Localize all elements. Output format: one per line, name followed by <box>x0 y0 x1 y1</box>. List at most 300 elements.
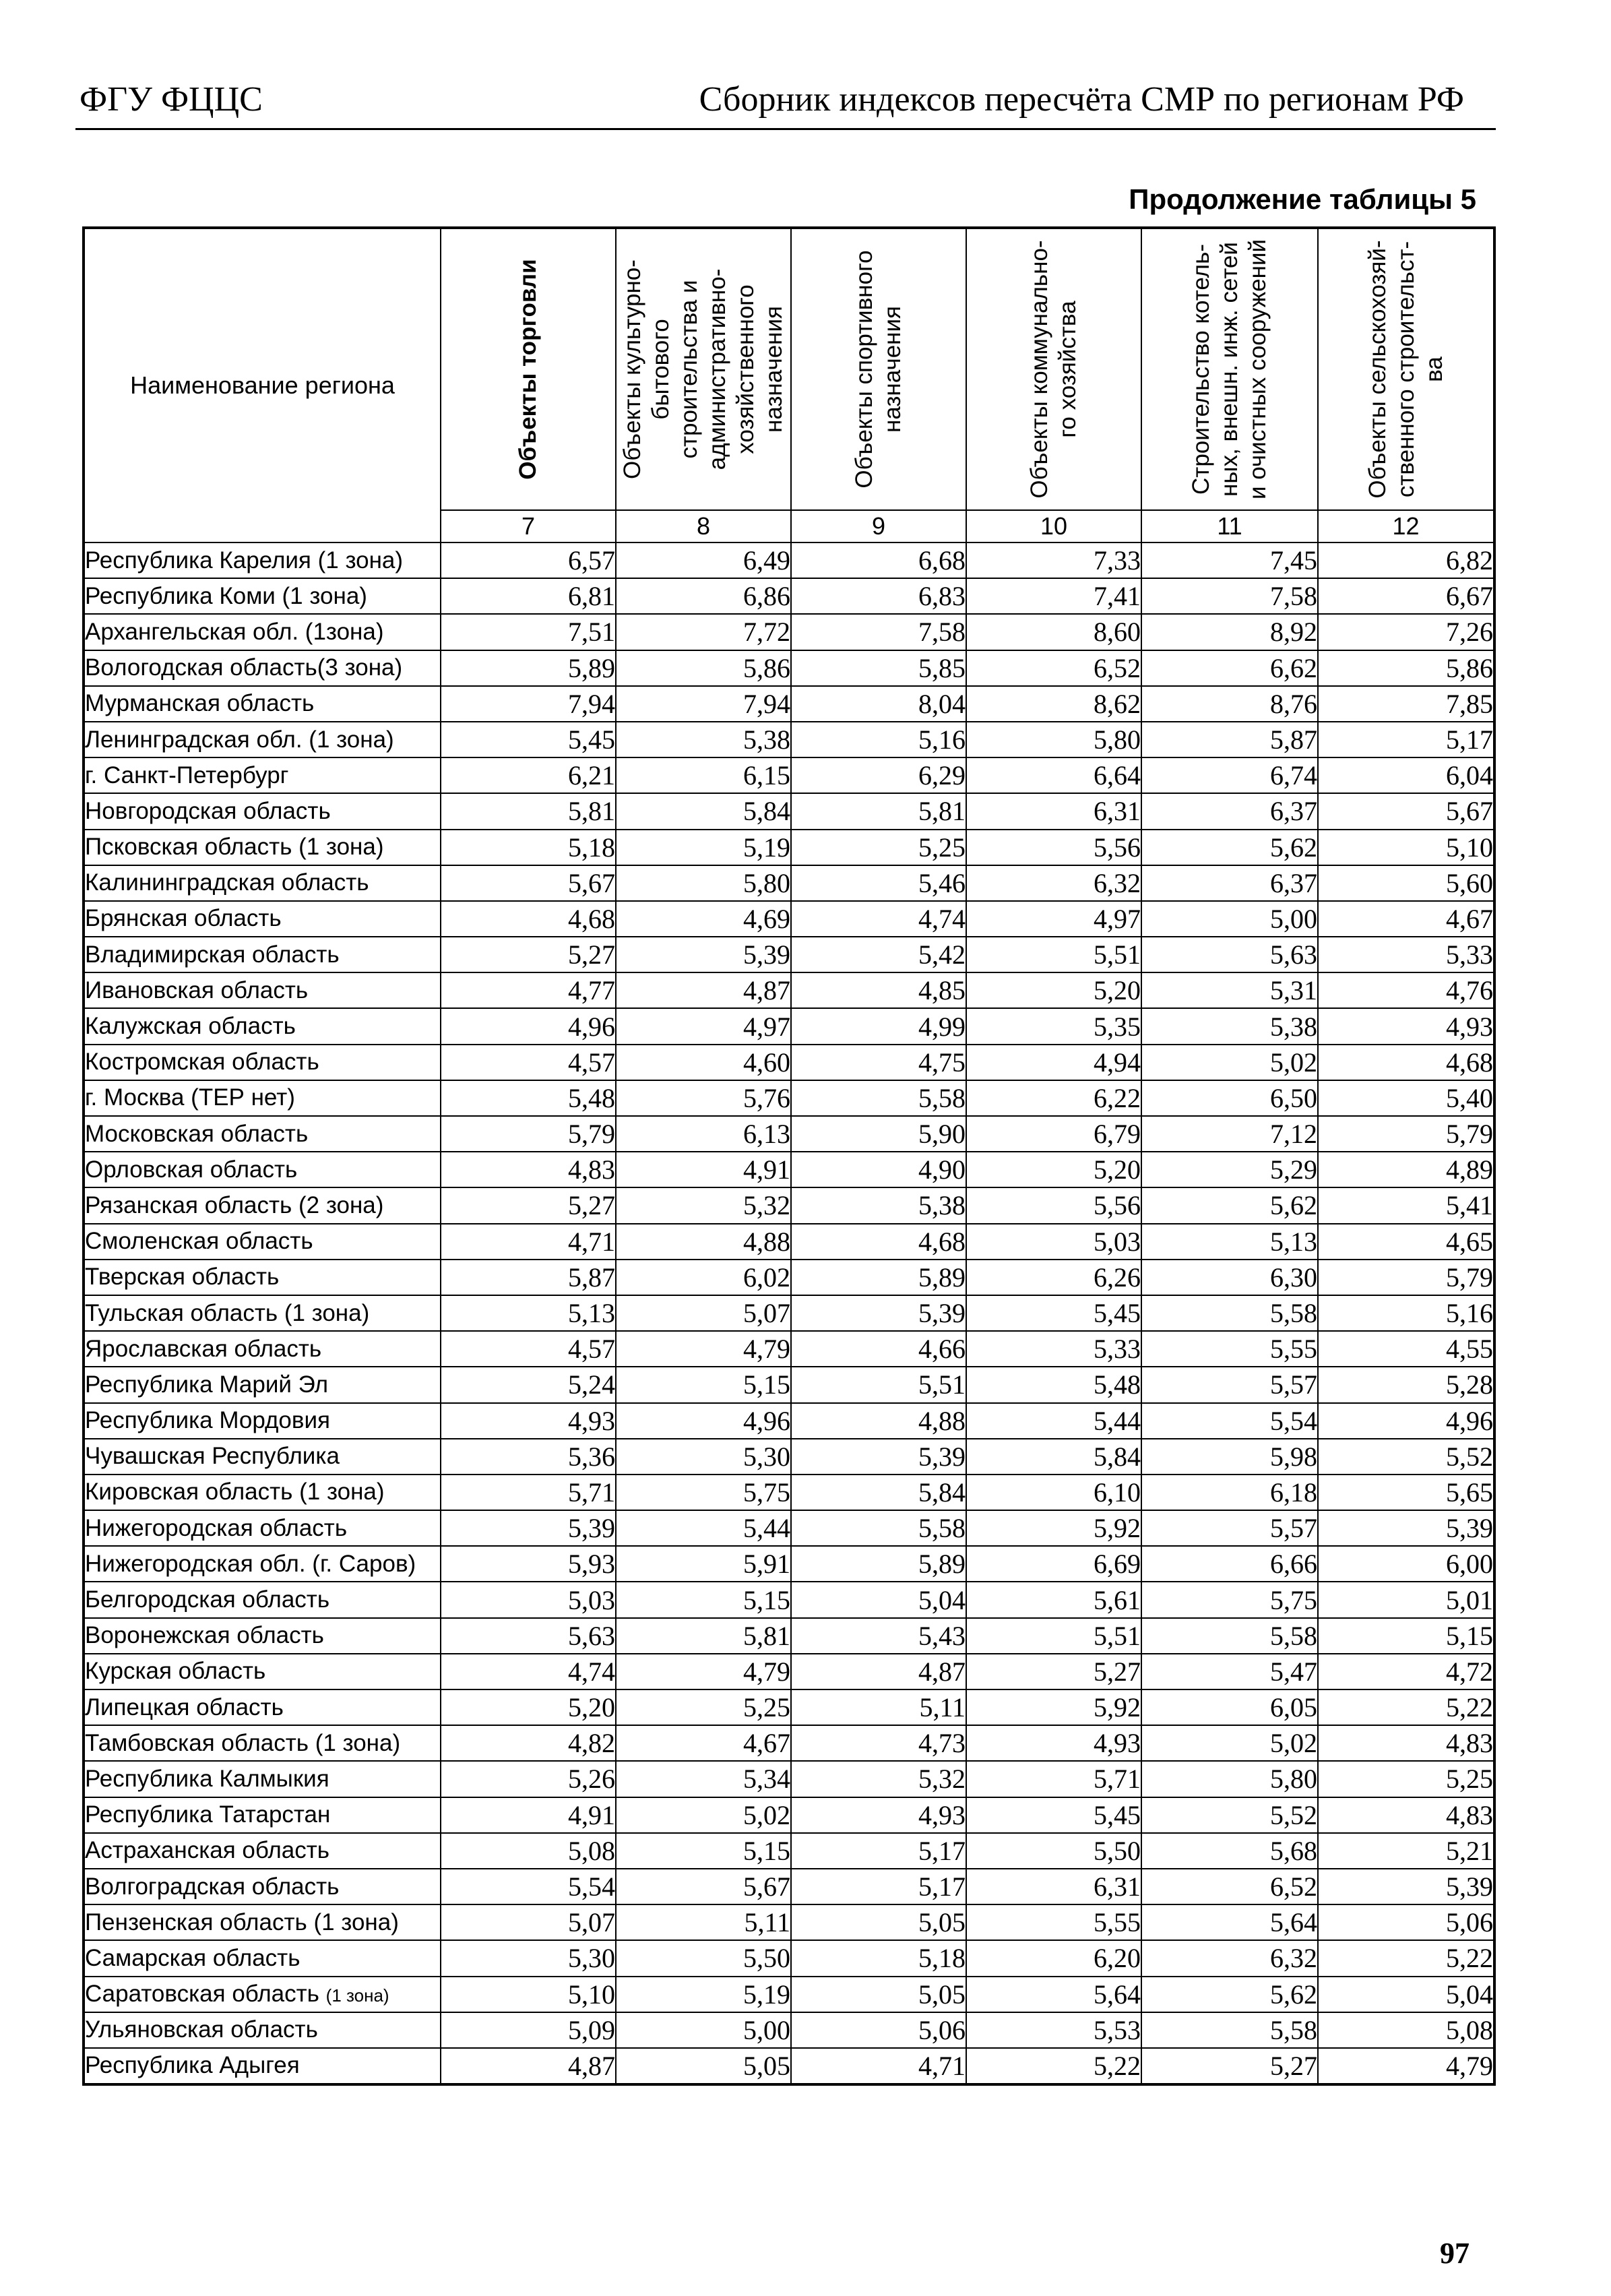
index-value-col-11: 7,58 <box>1141 578 1318 614</box>
index-value-col-7: 5,18 <box>441 830 616 865</box>
region-name-cell <box>84 2012 441 2048</box>
region-name-cell <box>84 650 441 686</box>
table-row <box>84 1546 1494 1582</box>
index-value-col-12: 5,79 <box>1318 1260 1494 1295</box>
index-value-col-11: 6,30 <box>1141 1260 1318 1295</box>
index-value-col-11: 7,12 <box>1141 1116 1318 1152</box>
region-name-cell <box>84 1904 441 1940</box>
index-value-col-11: 6,32 <box>1141 1940 1318 1976</box>
region-name: Калининградская область <box>85 869 369 896</box>
column-number: 12 <box>1318 510 1494 542</box>
table-continuation-caption: Продолжение таблицы 5 <box>1129 183 1476 215</box>
region-name-cell <box>84 1618 441 1654</box>
index-value-col-12: 5,33 <box>1318 937 1494 972</box>
index-value-col-8: 4,87 <box>616 972 791 1008</box>
index-value-col-10: 5,61 <box>966 1582 1141 1617</box>
table-row <box>84 1187 1494 1223</box>
index-value-col-8: 5,80 <box>616 865 791 901</box>
index-value-col-7: 4,74 <box>441 1654 616 1689</box>
region-name: Смоленская область <box>85 1228 313 1255</box>
column-header-10-label: Объекты коммунально-го хозяйства <box>1026 240 1081 499</box>
index-value-col-12: 5,01 <box>1318 1582 1494 1617</box>
index-value-col-11: 5,47 <box>1141 1654 1318 1689</box>
index-value-col-9: 8,04 <box>791 686 966 722</box>
index-value-col-11: 5,13 <box>1141 1224 1318 1260</box>
index-value-col-11: 5,52 <box>1141 1797 1318 1833</box>
index-value-col-9: 5,46 <box>791 865 966 901</box>
index-value-col-7: 5,26 <box>441 1761 616 1797</box>
index-value-col-12: 5,10 <box>1318 830 1494 865</box>
region-name-cell <box>84 1654 441 1689</box>
index-value-col-7: 4,91 <box>441 1797 616 1833</box>
index-value-col-10: 6,32 <box>966 865 1141 901</box>
index-value-col-11: 5,57 <box>1141 1367 1318 1402</box>
index-value-col-11: 5,02 <box>1141 1725 1318 1761</box>
index-value-col-8: 4,97 <box>616 1008 791 1044</box>
index-value-col-10: 5,33 <box>966 1331 1141 1367</box>
region-name-cell <box>84 865 441 901</box>
index-value-col-12: 4,65 <box>1318 1224 1494 1260</box>
index-value-col-7: 5,45 <box>441 722 616 757</box>
index-value-col-7: 5,89 <box>441 650 616 686</box>
region-name: Псковская область (1 зона) <box>85 834 384 861</box>
index-value-col-10: 8,62 <box>966 686 1141 722</box>
index-value-col-8: 5,05 <box>616 2048 791 2084</box>
region-name: Республика Карелия (1 зона) <box>85 547 404 573</box>
index-value-col-12: 5,60 <box>1318 865 1494 901</box>
index-value-col-12: 4,83 <box>1318 1797 1494 1833</box>
index-value-col-9: 5,84 <box>791 1475 966 1510</box>
index-value-col-10: 5,45 <box>966 1295 1141 1331</box>
column-header-row <box>84 228 1494 510</box>
index-value-col-11: 5,38 <box>1141 1008 1318 1044</box>
region-name-cell <box>84 1045 441 1080</box>
index-value-col-7: 4,82 <box>441 1725 616 1761</box>
region-name-cell <box>84 686 441 722</box>
index-value-col-7: 5,24 <box>441 1367 616 1402</box>
index-value-col-8: 5,19 <box>616 830 791 865</box>
index-value-col-7: 5,27 <box>441 937 616 972</box>
region-name: Новгородская область <box>85 797 331 824</box>
index-value-col-7: 5,71 <box>441 1475 616 1510</box>
index-value-col-12: 4,96 <box>1318 1403 1494 1439</box>
region-name: Белгородская область <box>85 1586 330 1613</box>
index-value-col-12: 6,67 <box>1318 578 1494 614</box>
index-value-col-8: 4,91 <box>616 1152 791 1187</box>
index-value-col-10: 6,31 <box>966 793 1141 829</box>
table-row <box>84 1869 1494 1904</box>
region-name: Нижегородская область <box>85 1514 348 1541</box>
region-name-cell <box>84 972 441 1008</box>
region-name-cell <box>84 830 441 865</box>
index-value-col-11: 5,68 <box>1141 1833 1318 1869</box>
index-value-col-10: 6,69 <box>966 1546 1141 1582</box>
index-value-col-12: 5,16 <box>1318 1295 1494 1331</box>
index-value-col-9: 4,71 <box>791 2048 966 2084</box>
index-value-col-9: 5,05 <box>791 1977 966 2012</box>
table-row <box>84 1331 1494 1367</box>
index-value-col-12: 5,21 <box>1318 1833 1494 1869</box>
table-row <box>84 1582 1494 1617</box>
index-value-col-11: 6,05 <box>1141 1689 1318 1725</box>
region-name-cell <box>84 1008 441 1044</box>
index-value-col-11: 6,37 <box>1141 865 1318 901</box>
index-value-col-9: 5,58 <box>791 1080 966 1116</box>
index-value-col-12: 5,39 <box>1318 1510 1494 1546</box>
index-value-col-7: 4,93 <box>441 1403 616 1439</box>
column-header-9 <box>791 228 966 510</box>
index-value-col-7: 4,96 <box>441 1008 616 1044</box>
index-value-col-10: 5,51 <box>966 1618 1141 1654</box>
index-value-col-12: 5,04 <box>1318 1977 1494 2012</box>
index-value-col-11: 5,62 <box>1141 1187 1318 1223</box>
index-value-col-12: 6,04 <box>1318 757 1494 793</box>
index-value-col-11: 5,87 <box>1141 722 1318 757</box>
column-header-7-label: Объекты торговли <box>515 259 541 480</box>
index-value-col-7: 5,93 <box>441 1546 616 1582</box>
index-value-col-8: 5,67 <box>616 1869 791 1904</box>
table-row <box>84 1116 1494 1152</box>
table-row <box>84 830 1494 865</box>
index-value-col-11: 6,74 <box>1141 757 1318 793</box>
index-value-col-12: 6,00 <box>1318 1546 1494 1582</box>
index-value-col-11: 8,76 <box>1141 686 1318 722</box>
index-value-col-12: 4,89 <box>1318 1152 1494 1187</box>
index-value-col-11: 6,50 <box>1141 1080 1318 1116</box>
index-value-col-11: 5,58 <box>1141 2012 1318 2048</box>
index-value-col-11: 5,62 <box>1141 1977 1318 2012</box>
index-value-col-11: 5,62 <box>1141 830 1318 865</box>
region-name: Пензенская область (1 зона) <box>85 1909 399 1935</box>
index-table <box>82 226 1496 2086</box>
region-name: Ярославская область <box>85 1335 322 1362</box>
region-name: Воронежская область <box>85 1622 324 1649</box>
index-value-col-11: 5,63 <box>1141 937 1318 972</box>
table-row <box>84 614 1494 650</box>
table-row <box>84 1725 1494 1761</box>
index-value-col-10: 5,44 <box>966 1403 1141 1439</box>
index-value-col-9: 4,90 <box>791 1152 966 1187</box>
region-name-cell <box>84 901 441 937</box>
index-value-col-10: 4,97 <box>966 901 1141 937</box>
column-header-11 <box>1141 228 1318 510</box>
index-value-col-7: 5,79 <box>441 1116 616 1152</box>
index-value-col-12: 4,79 <box>1318 2048 1494 2084</box>
region-name: Ивановская область <box>85 976 309 1003</box>
index-value-col-7: 4,77 <box>441 972 616 1008</box>
index-value-col-11: 5,29 <box>1141 1152 1318 1187</box>
index-value-col-9: 5,51 <box>791 1367 966 1402</box>
index-value-col-11: 6,37 <box>1141 793 1318 829</box>
index-value-col-10: 5,56 <box>966 1187 1141 1223</box>
index-value-col-10: 5,80 <box>966 722 1141 757</box>
index-value-col-10: 5,55 <box>966 1904 1141 1940</box>
column-header-8-label: Объекты культурно-бытового строительства и административно-хозяйственного назначения <box>619 259 787 479</box>
region-name: Вологодская область(3 зона) <box>85 654 403 681</box>
index-value-col-10: 5,35 <box>966 1008 1141 1044</box>
index-value-col-12: 5,67 <box>1318 793 1494 829</box>
index-value-col-7: 4,57 <box>441 1331 616 1367</box>
region-name: Тверская область <box>85 1264 280 1291</box>
table-row <box>84 1904 1494 1940</box>
region-name-cell <box>84 2048 441 2084</box>
index-value-col-12: 5,06 <box>1318 1904 1494 1940</box>
index-value-col-9: 5,04 <box>791 1582 966 1617</box>
table-row <box>84 972 1494 1008</box>
index-value-col-10: 8,60 <box>966 614 1141 650</box>
region-name-cell <box>84 1977 441 2012</box>
index-value-col-10: 5,53 <box>966 2012 1141 2048</box>
index-value-col-7: 5,03 <box>441 1582 616 1617</box>
region-name-cell <box>84 1295 441 1331</box>
index-value-col-9: 5,89 <box>791 1260 966 1295</box>
region-name: Республика Адыгея <box>85 2052 300 2079</box>
region-name: Московская область <box>85 1120 309 1147</box>
index-value-col-12: 5,22 <box>1318 1940 1494 1976</box>
index-value-col-9: 5,32 <box>791 1761 966 1797</box>
index-value-col-12: 4,76 <box>1318 972 1494 1008</box>
column-header-9-label: Объекты спортивного назначения <box>851 250 906 489</box>
index-value-col-8: 5,44 <box>616 1510 791 1546</box>
region-name-cell <box>84 757 441 793</box>
region-name-cell <box>84 937 441 972</box>
region-name: Республика Мордовия <box>85 1407 330 1434</box>
region-name: Костромская область <box>85 1049 319 1076</box>
index-value-col-12: 5,28 <box>1318 1367 1494 1402</box>
index-value-col-12: 5,08 <box>1318 2012 1494 2048</box>
index-value-col-9: 5,06 <box>791 2012 966 2048</box>
table-row <box>84 901 1494 937</box>
index-value-col-11: 5,64 <box>1141 1904 1318 1940</box>
table-row <box>84 1260 1494 1295</box>
index-value-col-12: 7,85 <box>1318 686 1494 722</box>
region-name-cell <box>84 1761 441 1797</box>
index-value-col-10: 6,22 <box>966 1080 1141 1116</box>
index-value-col-7: 7,94 <box>441 686 616 722</box>
table-row <box>84 1618 1494 1654</box>
index-value-col-12: 4,83 <box>1318 1725 1494 1761</box>
index-value-col-10: 7,41 <box>966 578 1141 614</box>
index-value-col-10: 5,27 <box>966 1654 1141 1689</box>
region-name-cell <box>84 1403 441 1439</box>
region-name-cell <box>84 578 441 614</box>
table-row <box>84 542 1494 578</box>
index-value-col-7: 5,63 <box>441 1618 616 1654</box>
region-name-cell <box>84 1367 441 1402</box>
index-value-col-12: 5,65 <box>1318 1475 1494 1510</box>
index-value-col-9: 7,58 <box>791 614 966 650</box>
index-value-col-8: 5,11 <box>616 1904 791 1940</box>
index-value-col-12: 5,22 <box>1318 1689 1494 1725</box>
index-value-col-9: 5,90 <box>791 1116 966 1152</box>
index-value-col-7: 7,51 <box>441 614 616 650</box>
table-row <box>84 1367 1494 1402</box>
region-name: Брянская область <box>85 905 282 932</box>
index-value-col-11: 5,02 <box>1141 1045 1318 1080</box>
index-value-col-7: 5,81 <box>441 793 616 829</box>
index-value-col-7: 5,20 <box>441 1689 616 1725</box>
index-value-col-12: 5,41 <box>1318 1187 1494 1223</box>
index-value-col-8: 6,49 <box>616 542 791 578</box>
index-value-col-8: 5,00 <box>616 2012 791 2048</box>
index-value-col-7: 5,39 <box>441 1510 616 1546</box>
index-value-col-11: 5,54 <box>1141 1403 1318 1439</box>
index-value-col-9: 5,17 <box>791 1869 966 1904</box>
index-value-col-8: 5,50 <box>616 1940 791 1976</box>
region-name-cell <box>84 1116 441 1152</box>
region-name-cell <box>84 542 441 578</box>
region-name: Астраханская область <box>85 1837 330 1864</box>
region-name: Кировская область (1 зона) <box>85 1479 385 1506</box>
index-value-col-8: 5,76 <box>616 1080 791 1116</box>
index-value-col-11: 5,98 <box>1141 1439 1318 1475</box>
index-value-col-9: 4,68 <box>791 1224 966 1260</box>
index-value-col-7: 6,81 <box>441 578 616 614</box>
index-value-col-9: 5,43 <box>791 1618 966 1654</box>
index-value-col-8: 5,15 <box>616 1833 791 1869</box>
index-value-col-7: 5,30 <box>441 1940 616 1976</box>
region-name-cell <box>84 1725 441 1761</box>
index-value-col-9: 5,17 <box>791 1833 966 1869</box>
index-value-col-7: 5,48 <box>441 1080 616 1116</box>
region-name-cell <box>84 793 441 829</box>
index-value-col-10: 7,33 <box>966 542 1141 578</box>
region-name: Республика Марий Эл <box>85 1371 329 1398</box>
index-value-col-7: 5,36 <box>441 1439 616 1475</box>
index-value-col-10: 5,45 <box>966 1797 1141 1833</box>
index-value-col-11: 6,66 <box>1141 1546 1318 1582</box>
table-row <box>84 2012 1494 2048</box>
index-value-col-7: 5,67 <box>441 865 616 901</box>
index-value-col-12: 4,72 <box>1318 1654 1494 1689</box>
index-value-col-8: 4,79 <box>616 1331 791 1367</box>
index-value-col-12: 4,67 <box>1318 901 1494 937</box>
table-row <box>84 2048 1494 2084</box>
index-value-col-12: 5,39 <box>1318 1869 1494 1904</box>
index-value-col-8: 5,07 <box>616 1295 791 1331</box>
region-name: Ульяновская область <box>85 2016 318 2043</box>
index-value-col-10: 6,10 <box>966 1475 1141 1510</box>
index-value-col-10: 5,20 <box>966 972 1141 1008</box>
table-row <box>84 1510 1494 1546</box>
table-row <box>84 1977 1494 2012</box>
index-value-col-9: 4,73 <box>791 1725 966 1761</box>
table-row <box>84 1689 1494 1725</box>
region-name-cell <box>84 1187 441 1223</box>
index-value-col-8: 5,84 <box>616 793 791 829</box>
index-value-col-12: 5,17 <box>1318 722 1494 757</box>
index-value-col-9: 5,42 <box>791 937 966 972</box>
index-value-col-9: 4,74 <box>791 901 966 937</box>
index-value-col-9: 5,85 <box>791 650 966 686</box>
table-row <box>84 1045 1494 1080</box>
column-header-10 <box>966 228 1141 510</box>
table-row <box>84 1439 1494 1475</box>
index-value-col-10: 5,48 <box>966 1367 1141 1402</box>
index-value-col-7: 4,68 <box>441 901 616 937</box>
region-name-cell <box>84 1546 441 1582</box>
table-row <box>84 865 1494 901</box>
table-row <box>84 1152 1494 1187</box>
index-value-col-8: 6,86 <box>616 578 791 614</box>
index-value-col-9: 4,85 <box>791 972 966 1008</box>
region-name: Рязанская область (2 зона) <box>85 1191 384 1218</box>
table-row <box>84 1761 1494 1797</box>
region-name: г. Москва (ТЕР нет) <box>85 1084 295 1111</box>
index-value-col-10: 5,92 <box>966 1510 1141 1546</box>
index-value-col-11: 6,62 <box>1141 650 1318 686</box>
header-organization: ФГУ ФЦЦС <box>80 80 263 119</box>
index-value-col-8: 5,91 <box>616 1546 791 1582</box>
region-name-cell <box>84 1797 441 1833</box>
index-value-col-8: 5,34 <box>616 1761 791 1797</box>
region-name: Калужская область <box>85 1013 296 1040</box>
region-name-cell <box>84 614 441 650</box>
table-row <box>84 1008 1494 1044</box>
index-value-col-12: 5,52 <box>1318 1439 1494 1475</box>
region-name-cell <box>84 1080 441 1116</box>
region-name-header: Наименование региона <box>84 228 441 542</box>
column-number: 10 <box>966 510 1141 542</box>
index-value-col-11: 6,52 <box>1141 1869 1318 1904</box>
index-value-col-8: 5,15 <box>616 1582 791 1617</box>
region-name: Саратовская область <box>85 1981 319 2008</box>
index-value-col-10: 4,94 <box>966 1045 1141 1080</box>
index-value-col-7: 5,27 <box>441 1187 616 1223</box>
region-name-cell <box>84 1582 441 1617</box>
table-row <box>84 793 1494 829</box>
index-value-col-11: 6,18 <box>1141 1475 1318 1510</box>
index-value-col-8: 5,15 <box>616 1367 791 1402</box>
index-value-col-10: 6,79 <box>966 1116 1141 1152</box>
index-value-col-12: 7,26 <box>1318 614 1494 650</box>
table-body <box>84 542 1494 2084</box>
index-value-col-12: 5,40 <box>1318 1080 1494 1116</box>
index-value-col-11: 5,80 <box>1141 1761 1318 1797</box>
region-name-cell <box>84 1331 441 1367</box>
index-value-col-12: 5,79 <box>1318 1116 1494 1152</box>
index-value-col-8: 5,39 <box>616 937 791 972</box>
index-value-col-10: 6,64 <box>966 757 1141 793</box>
table-row <box>84 578 1494 614</box>
index-value-col-10: 5,03 <box>966 1224 1141 1260</box>
index-value-col-10: 5,56 <box>966 830 1141 865</box>
index-value-col-8: 5,02 <box>616 1797 791 1833</box>
index-value-col-10: 6,52 <box>966 650 1141 686</box>
column-header-12-label: Объекты сельскохозяй-ственного строительст-ва <box>1364 240 1447 499</box>
index-value-col-8: 4,88 <box>616 1224 791 1260</box>
index-value-col-11: 8,92 <box>1141 614 1318 650</box>
index-value-col-7: 4,87 <box>441 2048 616 2084</box>
table-row <box>84 1224 1494 1260</box>
region-name-cell <box>84 1689 441 1725</box>
index-value-col-10: 5,51 <box>966 937 1141 972</box>
index-value-col-8: 5,81 <box>616 1618 791 1654</box>
table-row <box>84 1475 1494 1510</box>
index-value-col-9: 5,89 <box>791 1546 966 1582</box>
region-name: Курская область <box>85 1658 266 1685</box>
table-row <box>84 937 1494 972</box>
region-name: Орловская область <box>85 1156 298 1183</box>
index-value-col-10: 6,20 <box>966 1940 1141 1976</box>
region-name: г. Санкт-Петербург <box>85 762 289 788</box>
table-row <box>84 1797 1494 1833</box>
region-name: Чувашская Республика <box>85 1443 340 1470</box>
index-value-col-12: 4,93 <box>1318 1008 1494 1044</box>
region-name-cell <box>84 1510 441 1546</box>
index-value-col-8: 7,72 <box>616 614 791 650</box>
index-value-col-8: 6,02 <box>616 1260 791 1295</box>
